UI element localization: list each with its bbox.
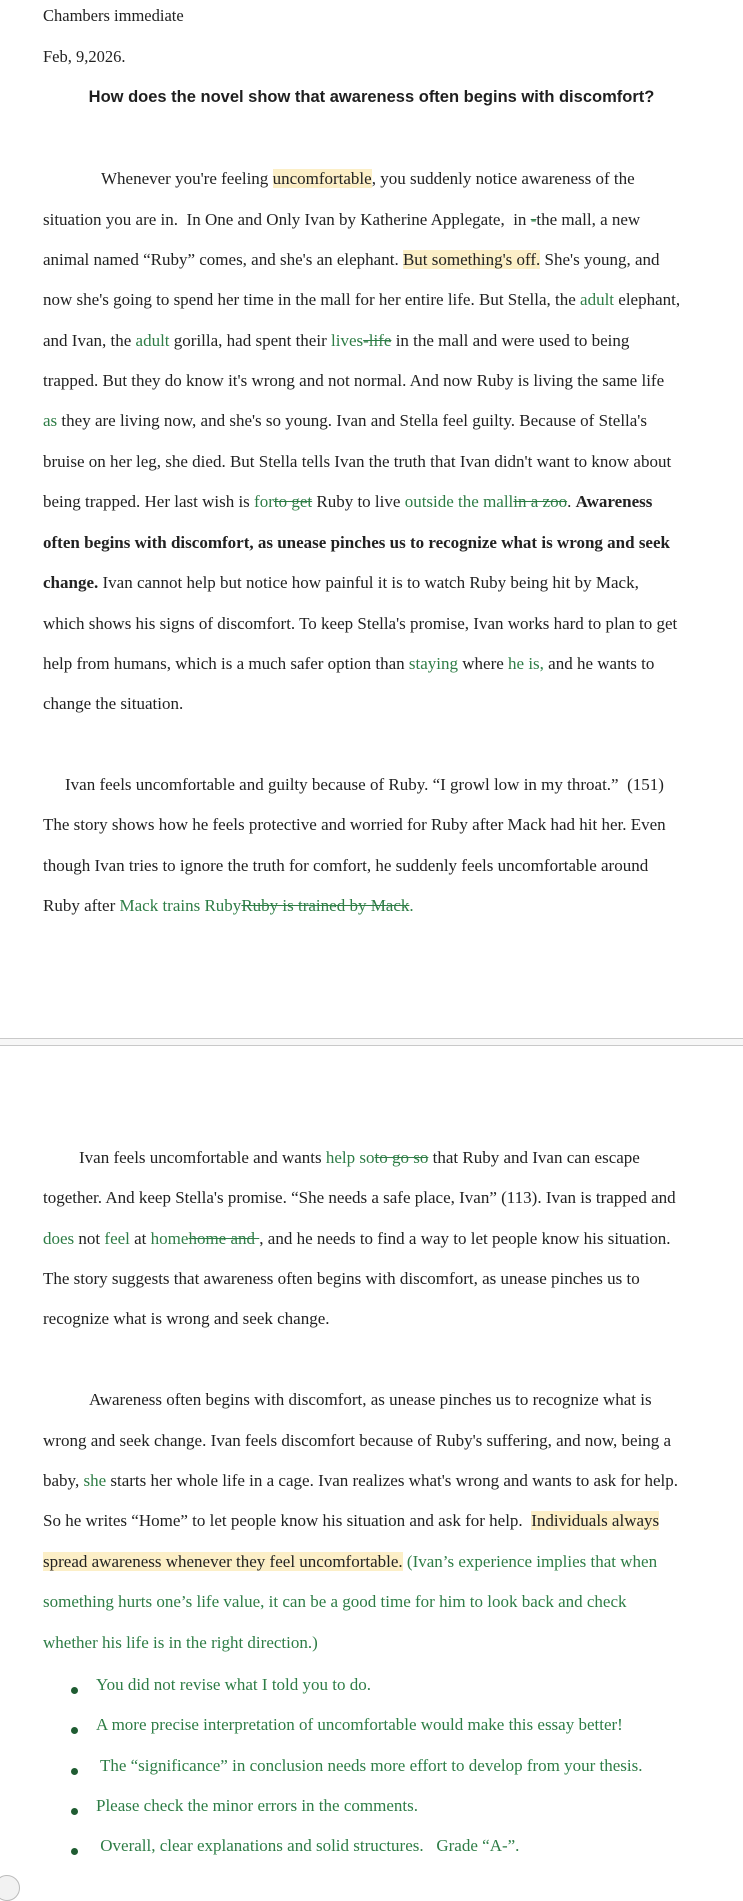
bullet-icon — [71, 1848, 78, 1855]
essay-title: How does the novel show that awareness often begins with discomfort? — [88, 88, 655, 106]
p1-line-5: and Ivan, the adult gorilla, had spent their lives-life in the mall and were used to being — [43, 331, 630, 350]
p1-line-11: change. Ivan cannot help but notice how painful it is to watch Ruby being hit by Mack, — [43, 573, 639, 592]
bullet-icon — [71, 1808, 78, 1815]
p1-line-10 — [43, 533, 670, 553]
comment-highlight[interactable]: But something's off. — [402, 250, 541, 269]
thesis-text: often begins with discomfort, as unease pinches us to recognize what is wrong and seek — [43, 533, 670, 552]
p2-line-2: The story shows how he feels protective and worried for Ruby after Mack had hit her. Even — [43, 815, 666, 834]
feedback-item: You did not revise what I told you to do. — [96, 1675, 371, 1694]
suggested-text: outside the mall — [404, 492, 514, 511]
comment-highlight[interactable]: spread awareness whenever they feel uncomfortable. — [43, 1552, 403, 1571]
deleted-text: Ruby is trained by Mack — [241, 896, 410, 915]
p1-line-9: being trapped. Her last wish is forto get Ruby to live outside the mallin a zoo. Awareness — [43, 492, 653, 511]
p1-line-6: trapped. But they do know it's wrong and not normal. And now Ruby is living the same life — [43, 371, 665, 390]
deleted-text: - — [530, 210, 537, 229]
bullet-icon — [71, 1727, 78, 1734]
suggested-text: (Ivan’s experience implies that when — [402, 1552, 658, 1571]
suggested-text: staying — [408, 654, 458, 673]
p2-line-3: though Ivan tries to ignore the truth for comfort, he suddenly feels uncomfortable around — [43, 856, 649, 875]
essay-date: Feb, 9,2026. — [43, 47, 126, 66]
suggested-text: for — [254, 492, 274, 511]
scroll-corner-icon[interactable] — [0, 1875, 20, 1901]
deleted-text: to get — [273, 492, 313, 511]
bullet-icon — [71, 1768, 78, 1775]
suggested-text: adult — [135, 331, 170, 350]
deleted-text: home and — [188, 1229, 260, 1248]
thesis-text: change. — [43, 573, 99, 592]
p1-line-8: bruise on her leg, she died. But Stella tells Ivan the truth that Ivan didn't want to know about — [43, 452, 672, 471]
p1-line-3: animal named “Ruby” comes, and she's an elephant. But something's off. She's young, and — [43, 250, 660, 269]
deleted-text: in a zoo — [513, 492, 568, 511]
student-name: Chambers immediate — [43, 6, 184, 25]
suggested-text: Mack trains Ruby — [119, 896, 242, 915]
thesis-text: Awareness — [575, 492, 653, 511]
p3-line-3: does not feel at homehome and , and he needs to find a way to let people know his situation. — [43, 1229, 671, 1248]
deleted-text: -life — [363, 331, 392, 350]
p4-line-6: something hurts one’s life value, it can be a good time for him to look back and check — [43, 1592, 627, 1611]
deleted-text: to go so — [374, 1148, 429, 1167]
p1-line-2: situation you are in. In One and Only Ivan by Katherine Applegate, in -the mall, a new — [43, 210, 641, 229]
p4-line-4: So he writes “Home” to let people know his situation and ask for help. Individuals always — [43, 1511, 660, 1530]
suggested-text: does — [43, 1229, 75, 1248]
comment-highlight[interactable]: uncomfortable — [272, 169, 372, 188]
p4-line-2: wrong and seek change. Ivan feels discomfort because of Ruby's suffering, and now, being a — [43, 1431, 672, 1450]
feedback-item: Please check the minor errors in the comments. — [96, 1796, 418, 1815]
p3-line-1: Ivan feels uncomfortable and wants help soto go so that Ruby and Ivan can escape — [79, 1148, 640, 1167]
p2-line-4: Ruby after Mack trains RubyRuby is trained by Mack. — [43, 896, 414, 915]
p3-line-5: recognize what is wrong and seek change. — [43, 1309, 330, 1328]
p4-line-3: baby, she starts her whole life in a cage. Ivan realizes what's wrong and wants to ask for help. — [43, 1471, 679, 1490]
feedback-item: The “significance” in conclusion needs more effort to develop from your thesis. — [96, 1756, 643, 1775]
p1-line-12: which shows his signs of discomfort. To keep Stella's promise, Ivan works hard to plan to get — [43, 614, 678, 633]
p4-line-7: whether his life is in the right direction.) — [43, 1633, 318, 1652]
p1-line-1: Whenever you're feeling uncomfortable, you suddenly notice awareness of the — [101, 169, 635, 188]
p1-line-14: change the situation. — [43, 694, 184, 713]
suggested-text: as — [43, 411, 58, 430]
feedback-item: Overall, clear explanations and solid structures. Grade “A-”. — [96, 1836, 520, 1855]
page-break — [0, 1038, 743, 1046]
suggested-text: lives — [331, 331, 364, 350]
suggested-text: adult — [580, 290, 615, 309]
suggested-text: she — [83, 1471, 107, 1490]
p2-line-1: Ivan feels uncomfortable and guilty because of Ruby. “I growl low in my throat.” (151) — [65, 775, 664, 794]
bullet-icon — [71, 1687, 78, 1694]
p4-line-1: Awareness often begins with discomfort, as unease pinches us to recognize what is — [89, 1390, 652, 1409]
suggested-text: he is, — [508, 654, 544, 673]
feedback-item: A more precise interpretation of uncomfortable would make this essay better! — [96, 1715, 623, 1734]
p4-line-5 — [43, 1552, 657, 1572]
suggested-text: home — [150, 1229, 189, 1248]
p1-line-7: as they are living now, and she's so young. Ivan and Stella feel guilty. Because of Stella's — [43, 411, 647, 430]
p1-line-13: help from humans, which is a much safer option than staying where he is, and he wants to — [43, 654, 655, 673]
p1-line-4: now she's going to spend her time in the mall for her entire life. But Stella, the adult elephant, — [43, 290, 681, 309]
suggested-text: feel — [104, 1229, 130, 1248]
p3-line-4: The story suggests that awareness often begins with discomfort, as unease pinches us to — [43, 1269, 640, 1288]
suggested-text: help so — [325, 1148, 375, 1167]
p3-line-2: together. And keep Stella's promise. “She needs a safe place, Ivan” (113). Ivan is trapped and — [43, 1188, 676, 1207]
comment-highlight[interactable]: Individuals always — [531, 1511, 660, 1530]
